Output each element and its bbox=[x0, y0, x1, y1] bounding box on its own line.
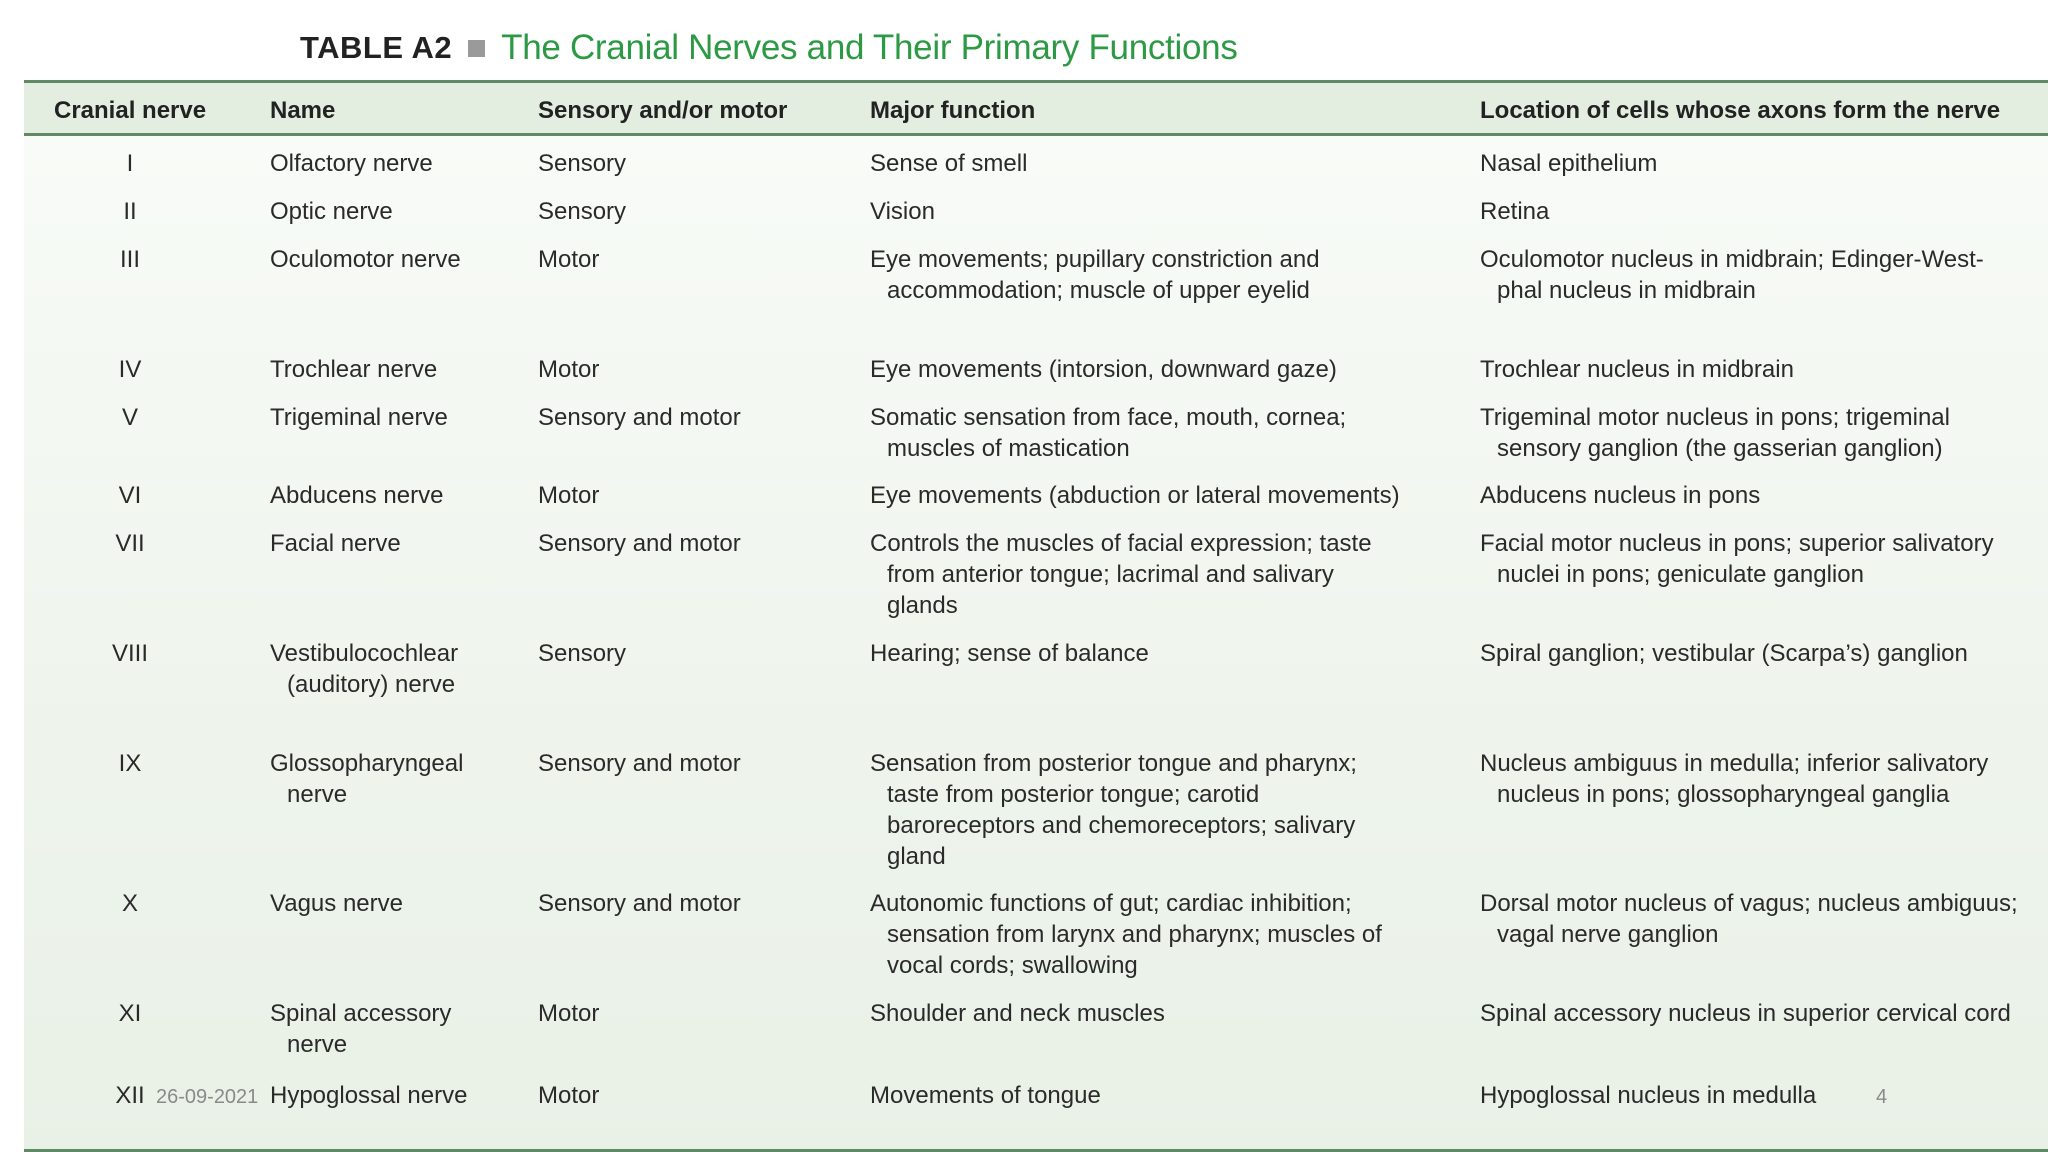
cell-name: Trochlear nerve bbox=[270, 356, 438, 383]
footer-date: 26-09-2021 bbox=[156, 1086, 259, 1108]
cell-sensory-motor: Motor bbox=[538, 1082, 600, 1109]
cell-cranial-nerve: XI bbox=[118, 1000, 142, 1027]
cell-name: Facial nerve bbox=[270, 530, 401, 557]
cell-name: Oculomotor nerve bbox=[270, 246, 461, 273]
header-location: Location of cells whose axons form the nerve bbox=[1480, 97, 2001, 124]
cell-major-function: Shoulder and neck muscles bbox=[870, 1000, 1165, 1027]
cell-name: Olfactory nerve bbox=[270, 150, 433, 177]
cell-major-function: Eye movements (abduction or lateral movements) bbox=[870, 482, 1400, 509]
cell-name: Glossopharyngeal nerve bbox=[270, 750, 464, 808]
cell-name: Abducens nerve bbox=[270, 482, 444, 509]
cell-major-function: Autonomic functions of gut; cardiac inhibition; sensation from larynx and pharynx; muscles of vocal cords; swallowing bbox=[870, 890, 1382, 979]
cell-sensory-motor: Sensory bbox=[538, 640, 627, 667]
cell-location: Dorsal motor nucleus of vagus; nucleus ambiguus; vagal nerve ganglion bbox=[1480, 890, 2018, 948]
header-rule bbox=[24, 133, 2048, 136]
cell-name: Hypoglossal nerve bbox=[270, 1082, 468, 1109]
cell-cranial-nerve: X bbox=[121, 890, 138, 917]
cell-sensory-motor: Motor bbox=[538, 246, 600, 273]
cell-location: Oculomotor nucleus in midbrain; Edinger-West- phal nucleus in midbrain bbox=[1480, 246, 1984, 304]
header-name: Name bbox=[270, 97, 336, 124]
cell-location: Nasal epithelium bbox=[1480, 150, 1658, 177]
cell-cranial-nerve: IV bbox=[118, 356, 142, 383]
cell-sensory-motor: Sensory bbox=[538, 150, 627, 177]
cell-location: Spiral ganglion; vestibular (Scarpa’s) ganglion bbox=[1480, 640, 1968, 667]
cell-cranial-nerve: II bbox=[123, 198, 137, 225]
cell-sensory-motor: Sensory and motor bbox=[538, 404, 741, 431]
cell-sensory-motor: Motor bbox=[538, 482, 600, 509]
cell-name: Vestibulocochlear (auditory) nerve bbox=[270, 640, 459, 698]
table-caption: The Cranial Nerves and Their Primary Functions bbox=[501, 28, 1238, 67]
cell-location: Facial motor nucleus in pons; superior salivatory nuclei in pons; geniculate ganglion bbox=[1480, 530, 1994, 588]
cell-major-function: Somatic sensation from face, mouth, cornea; muscles of mastication bbox=[870, 404, 1347, 462]
cell-cranial-nerve: IX bbox=[118, 750, 142, 777]
cell-cranial-nerve: VII bbox=[115, 530, 145, 557]
cell-major-function: Movements of tongue bbox=[870, 1082, 1101, 1109]
table-header-row bbox=[24, 83, 2048, 133]
cell-major-function: Sensation from posterior tongue and pharynx; taste from posterior tongue; carotid baroreceptors and chemoreceptors; salivary gland bbox=[870, 750, 1357, 870]
page-number: 4 bbox=[1876, 1086, 1888, 1108]
cell-name: Vagus nerve bbox=[270, 890, 403, 917]
cell-major-function: Eye movements; pupillary constriction and accommodation; muscle of upper eyelid bbox=[870, 246, 1320, 304]
cell-name: Spinal accessory nerve bbox=[270, 1000, 452, 1058]
cell-major-function: Eye movements (intorsion, downward gaze) bbox=[870, 356, 1337, 383]
cell-major-function: Vision bbox=[870, 198, 935, 225]
header-sensory-motor: Sensory and/or motor bbox=[538, 97, 788, 124]
cell-location: Trigeminal motor nucleus in pons; trigeminal sensory ganglion (the gasserian ganglion) bbox=[1480, 404, 1950, 462]
cell-cranial-nerve: VI bbox=[118, 482, 142, 509]
cell-major-function: Hearing; sense of balance bbox=[870, 640, 1149, 667]
cell-sensory-motor: Sensory and motor bbox=[538, 890, 741, 917]
cell-cranial-nerve: I bbox=[126, 150, 134, 177]
cranial-nerves-table bbox=[24, 80, 2048, 1152]
cell-cranial-nerve: VIII bbox=[111, 640, 148, 667]
cell-name: Optic nerve bbox=[270, 198, 393, 225]
table-title bbox=[300, 26, 1238, 70]
cell-cranial-nerve: XII bbox=[115, 1082, 145, 1109]
cell-sensory-motor: Motor bbox=[538, 1000, 600, 1027]
square-bullet-icon bbox=[468, 40, 485, 57]
cell-sensory-motor: Sensory bbox=[538, 198, 627, 225]
cell-major-function: Controls the muscles of facial expression; taste from anterior tongue; lacrimal and salivary glands bbox=[870, 530, 1372, 619]
table-label: TABLE A2 bbox=[300, 30, 453, 65]
cell-location: Hypoglossal nucleus in medulla bbox=[1480, 1082, 1817, 1109]
cell-location: Nucleus ambiguus in medulla; inferior salivatory nucleus in pons; glossopharyngeal ganglia bbox=[1480, 750, 1989, 808]
cell-location: Spinal accessory nucleus in superior cervical cord bbox=[1480, 1000, 2011, 1027]
cell-cranial-nerve: V bbox=[121, 404, 138, 431]
cell-location: Abducens nucleus in pons bbox=[1480, 482, 1761, 509]
header-major-function: Major function bbox=[870, 97, 1036, 124]
cell-location: Trochlear nucleus in midbrain bbox=[1480, 356, 1794, 383]
cell-sensory-motor: Sensory and motor bbox=[538, 750, 741, 777]
cell-sensory-motor: Sensory and motor bbox=[538, 530, 741, 557]
header-cranial-nerve: Cranial nerve bbox=[54, 97, 207, 124]
cell-name: Trigeminal nerve bbox=[270, 404, 448, 431]
cell-cranial-nerve: III bbox=[119, 246, 140, 273]
cell-location: Retina bbox=[1480, 198, 1550, 225]
cell-sensory-motor: Motor bbox=[538, 356, 600, 383]
cell-major-function: Sense of smell bbox=[870, 150, 1028, 177]
